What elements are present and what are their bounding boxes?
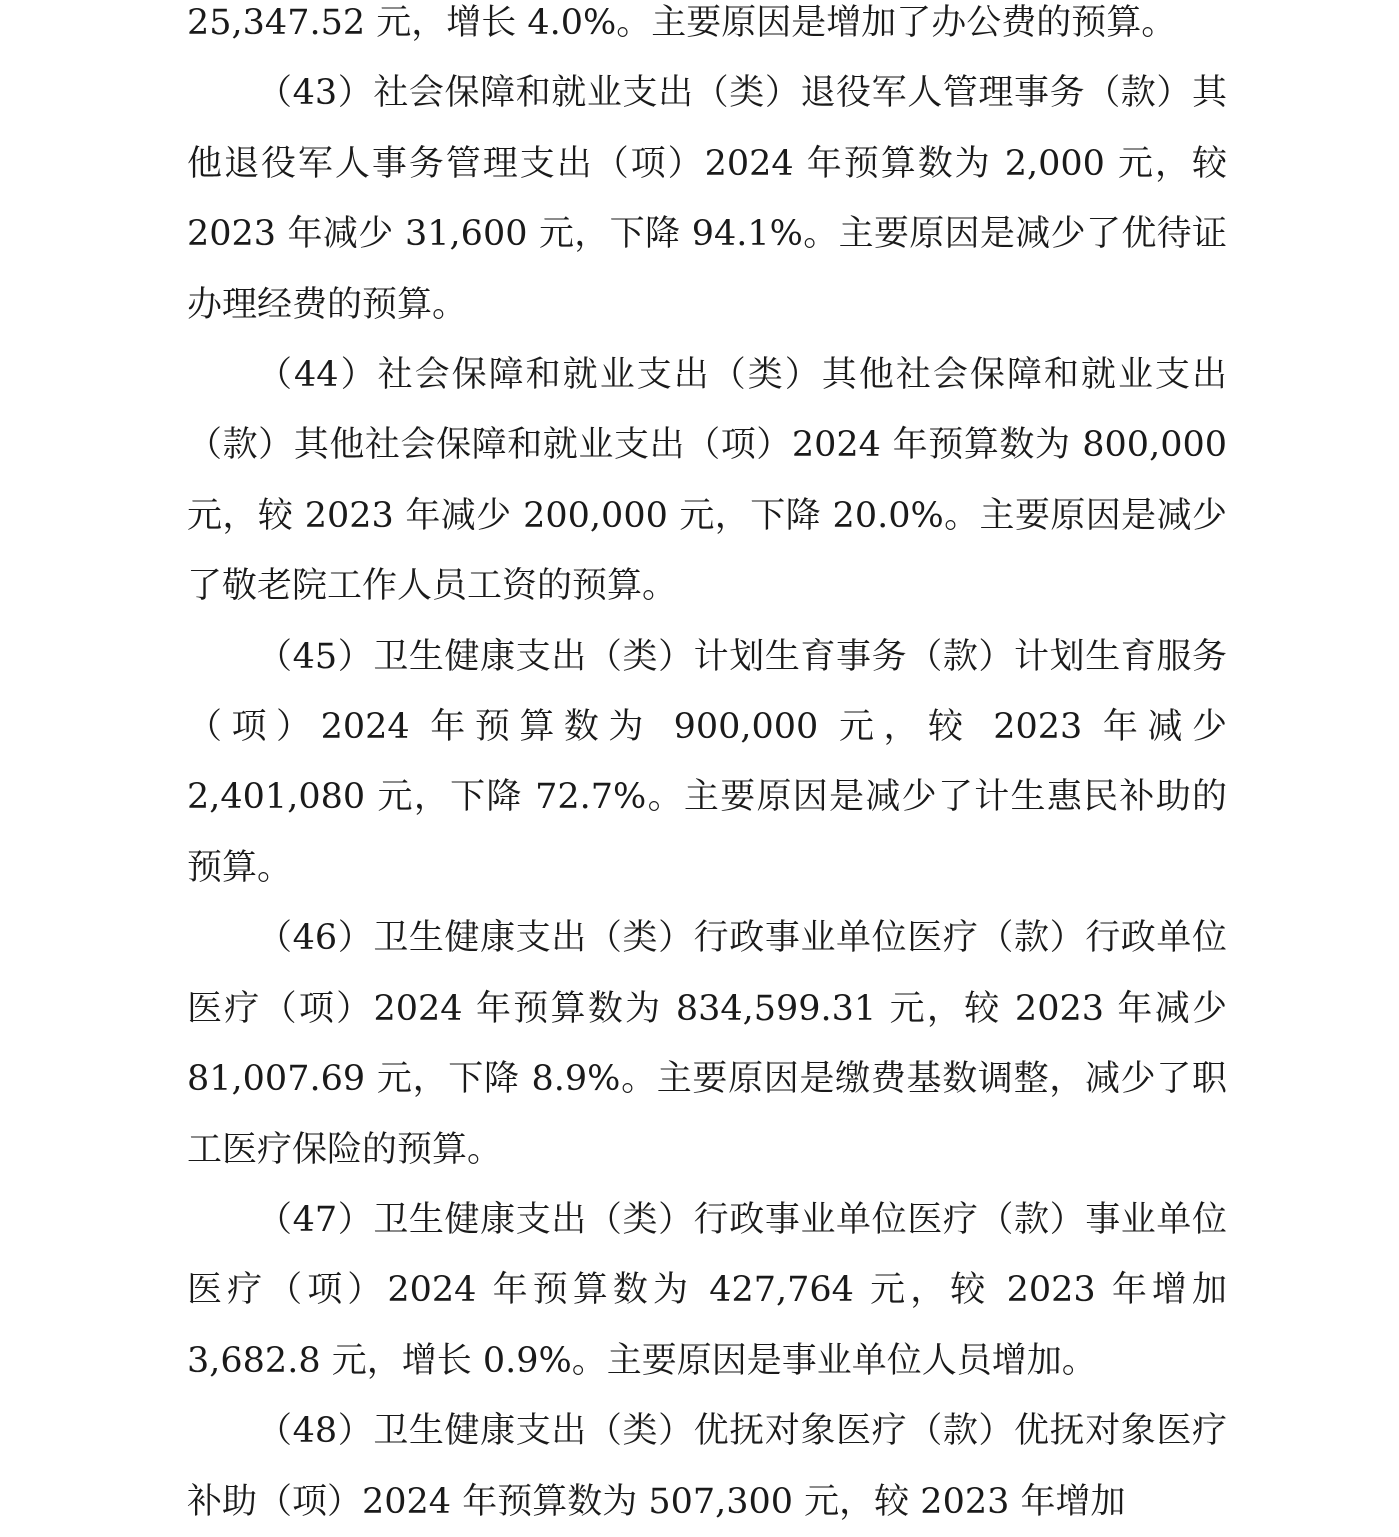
document-page xyxy=(187,0,1227,1537)
paragraph-item-48: （48）卫生健康支出（类）优抚对象医疗（款）优抚对象医疗补助（项）2024 年预算数为 507,300 元，较 2023 年增加 xyxy=(187,1411,1227,1522)
paragraph-item-47: （47）卫生健康支出（类）行政事业单位医疗（款）事业单位医疗（项）2024 年预算数为 427,764 元，较 2023 年增加 3,682.8 元，增长 0.9%。主要原因是事业单位人员增加。 xyxy=(187,1199,1227,1381)
paragraph-item-46: （46）卫生健康支出（类）行政事业单位医疗（款）行政单位医疗（项）2024 年预算数为 834,599.31 元，较 2023 年减少 81,007.69 元，下降 8.9%。主要原因是缴费基数调整，减少了职工医疗保险的预算。 xyxy=(187,918,1227,1170)
paragraph-item-44: （44）社会保障和就业支出（类）其他社会保障和就业支出（款）其他社会保障和就业支出（项）2024 年预算数为 800,000 元，较 2023 年减少 200,000 元，下降 20.0%。主要原因是减少了敬老院工作人员工资的预算。 xyxy=(187,355,1227,607)
paragraph-item-43: （43）社会保障和就业支出（类）退役军人管理事务（款）其他退役军人事务管理支出（项）2024 年预算数为 2,000 元，较 2023 年减少 31,600 元，下降 94.1%。主要原因是减少了优待证办理经费的预算。 xyxy=(187,73,1227,325)
paragraph-continuation: 25,347.52 元，增长 4.0%。主要原因是增加了办公费的预算。 xyxy=(187,3,1177,43)
paragraph-item-45: （45）卫生健康支出（类）计划生育事务（款）计划生育服务（项）2024 年预算数为 900,000 元，较 2023 年减少 2,401,080 元，下降 72.7%。主要原因是减少了计生惠民补助的预算。 xyxy=(187,636,1227,888)
